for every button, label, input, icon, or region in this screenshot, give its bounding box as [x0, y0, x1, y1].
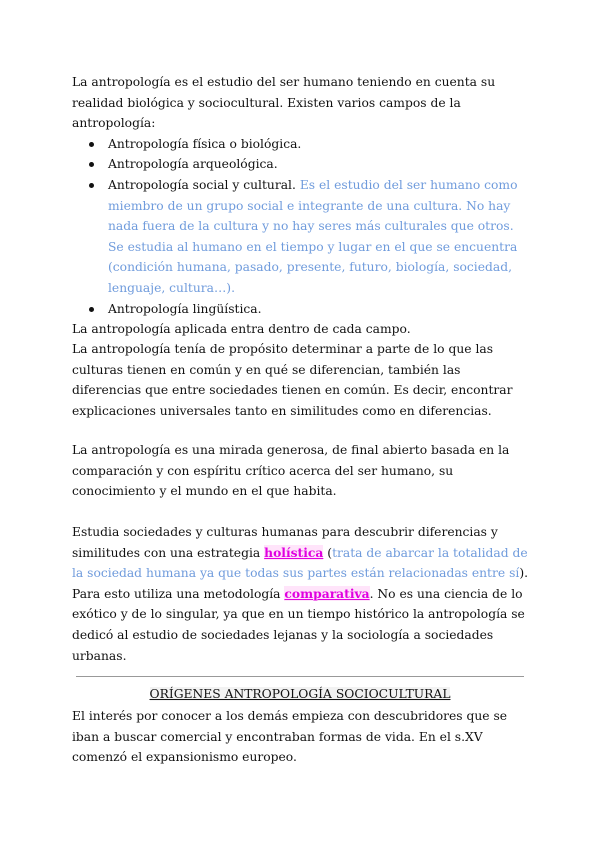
section-divider — [76, 676, 524, 677]
list-item — [72, 175, 532, 299]
study-paragraph — [72, 522, 532, 666]
fields-list — [72, 134, 532, 319]
list-item — [72, 299, 532, 320]
section-heading — [72, 684, 528, 704]
study-text — [72, 522, 532, 666]
intro-closing: La antropología aplicada entra dentro de cada campo. — [72, 322, 411, 337]
holistica-note: trata de abarcar la totalidad de la sociedad humana ya que todas sus partes están relacionadas entre sí — [72, 545, 528, 581]
study-text-part: Estudia sociedades y culturas humanas para descubrir diferencias y similitudes con una estrategia — [72, 525, 498, 560]
field-label: Antropología social y cultural. — [108, 177, 296, 192]
section-text: El interés por conocer a los demás empieza con descubridores que se iban a buscar comercial y encontraban formas de vida. En el s.XV comenzó el expansionismo europeo. — [72, 709, 508, 765]
highlight-comparativa: comparativa — [284, 585, 370, 601]
intro-section — [72, 72, 532, 340]
highlight-holistica: holística — [264, 544, 324, 560]
study-text-part: ). Para esto utiliza una metodología — [72, 566, 529, 601]
list-item — [72, 154, 532, 175]
field-label: Antropología lingüística. — [108, 301, 262, 316]
intro-paragraph: La antropología es el estudio del ser humano teniendo en cuenta su realidad biológica y sociocultural. Existen varios campos de la antropología: — [72, 75, 496, 131]
study-text-part: . No es una ciencia de lo exótico y de lo singular, ya que en un tiempo histórico la antropología se dedicó al estudio de sociedades lejanas y la sociología a sociedades urbanas. — [72, 586, 525, 663]
purpose-text: La antropología tenía de propósito determinar a parte de lo que las culturas tienen en común y en qué se diferencian, también las diferencias que entre sociedades tienen en común. Es decir, encontrar explicaciones universales tanto en similitudes como en diferencias. — [72, 342, 513, 418]
field-label: Antropología arqueológica. — [108, 157, 278, 172]
view-paragraph — [72, 440, 532, 502]
section-body — [72, 706, 532, 768]
view-text: La antropología es una mirada generosa, de final abierto basada en la comparación y con espíritu crítico acerca del ser humano, su conocimiento y el mundo en el que habita. — [72, 443, 510, 499]
purpose-paragraph — [72, 339, 532, 421]
field-label: Antropología física o biológica. — [108, 136, 302, 151]
section-title: ORÍGENES ANTROPOLOGÍA SOCIOCULTURAL — [149, 687, 451, 701]
list-item — [72, 134, 532, 155]
study-text-part: ( — [323, 545, 333, 560]
field-note: Es el estudio del ser humano como miembro de un grupo social e integrante de una cultura. No hay nada fuera de la cultura y no hay seres más culturales que otros. Se estudia al humano en el tiempo y lugar en el que se encuentra (condición humana, pasado, presente, futuro, biología, sociedad, lenguaje, cultura…). — [108, 177, 518, 295]
